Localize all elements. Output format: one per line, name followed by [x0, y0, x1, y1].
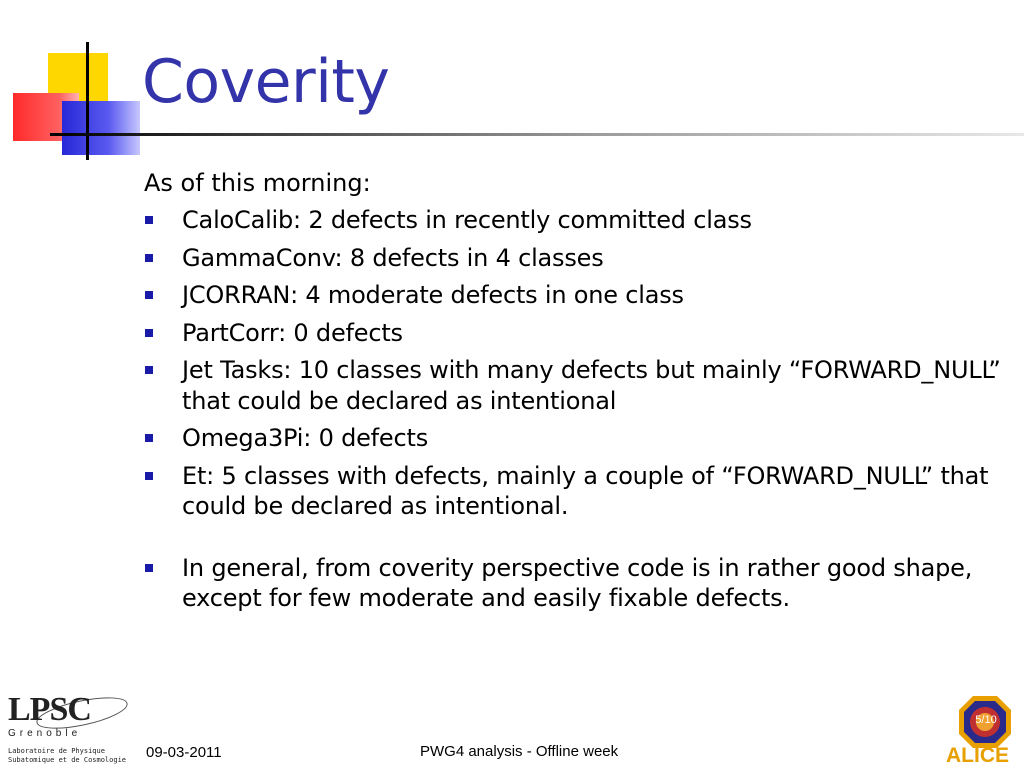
bullet-item	[144, 243, 1004, 274]
square-bullet-icon	[145, 329, 153, 337]
footer-date: 09-03-2011	[146, 744, 222, 761]
bullet-text: JCORRAN: 4 moderate defects in one class	[182, 281, 684, 309]
bullet-item	[144, 318, 1004, 349]
bullet-text: Et: 5 classes with defects, mainly a couple of “FORWARD_NULL” that could be declared as intentional.	[182, 461, 989, 520]
bullet-item	[144, 461, 1004, 522]
bullet-item	[144, 280, 1004, 311]
bullet-text: Omega3Pi: 0 defects	[182, 424, 428, 452]
bullet-item	[144, 355, 1004, 416]
square-bullet-icon	[145, 564, 153, 572]
square-bullet-icon	[145, 216, 153, 224]
footer-title: PWG4 analysis - Offline week	[420, 743, 619, 760]
bullet-text: In general, from coverity perspective code is in rather good shape, except for few moderate and easily fixable defects.	[182, 553, 973, 612]
square-bullet-icon	[145, 472, 153, 480]
bullet-text: CaloCalib: 2 defects in recently committed class	[182, 206, 752, 234]
decor-vertical-line	[86, 42, 89, 160]
square-bullet-icon	[145, 366, 153, 374]
bullet-text: GammaConv: 8 defects in 4 classes	[182, 243, 604, 272]
lpsc-subtitle-line1: Laboratoire de Physique	[8, 747, 105, 755]
lpsc-logo	[4, 689, 130, 767]
square-bullet-icon	[145, 254, 153, 262]
bullet-item	[144, 423, 1004, 454]
lpsc-wordmark: LPSC	[8, 691, 91, 728]
alice-wordmark: ALICE	[946, 744, 1009, 767]
bullet-item	[144, 205, 1004, 236]
square-bullet-icon	[145, 291, 153, 299]
title-underline	[50, 133, 1024, 136]
lpsc-subtitle-line2: Subatomique et de Cosmologie	[8, 756, 127, 764]
bullet-list	[144, 205, 1004, 621]
bullet-text: Jet Tasks: 10 classes with many defects but mainly “FORWARD_NULL” that could be declared as intentional	[182, 356, 1001, 415]
page-number: 5/10	[975, 714, 997, 726]
intro-text: As of this morning:	[144, 169, 371, 197]
lpsc-city: Grenoble	[8, 728, 82, 739]
slide-title: Coverity	[142, 47, 390, 117]
square-bullet-icon	[145, 434, 153, 442]
alice-logo	[944, 692, 1024, 768]
bullet-item	[144, 553, 1004, 614]
bullet-text: PartCorr: 0 defects	[182, 318, 403, 347]
decor-blue-square	[62, 101, 140, 155]
